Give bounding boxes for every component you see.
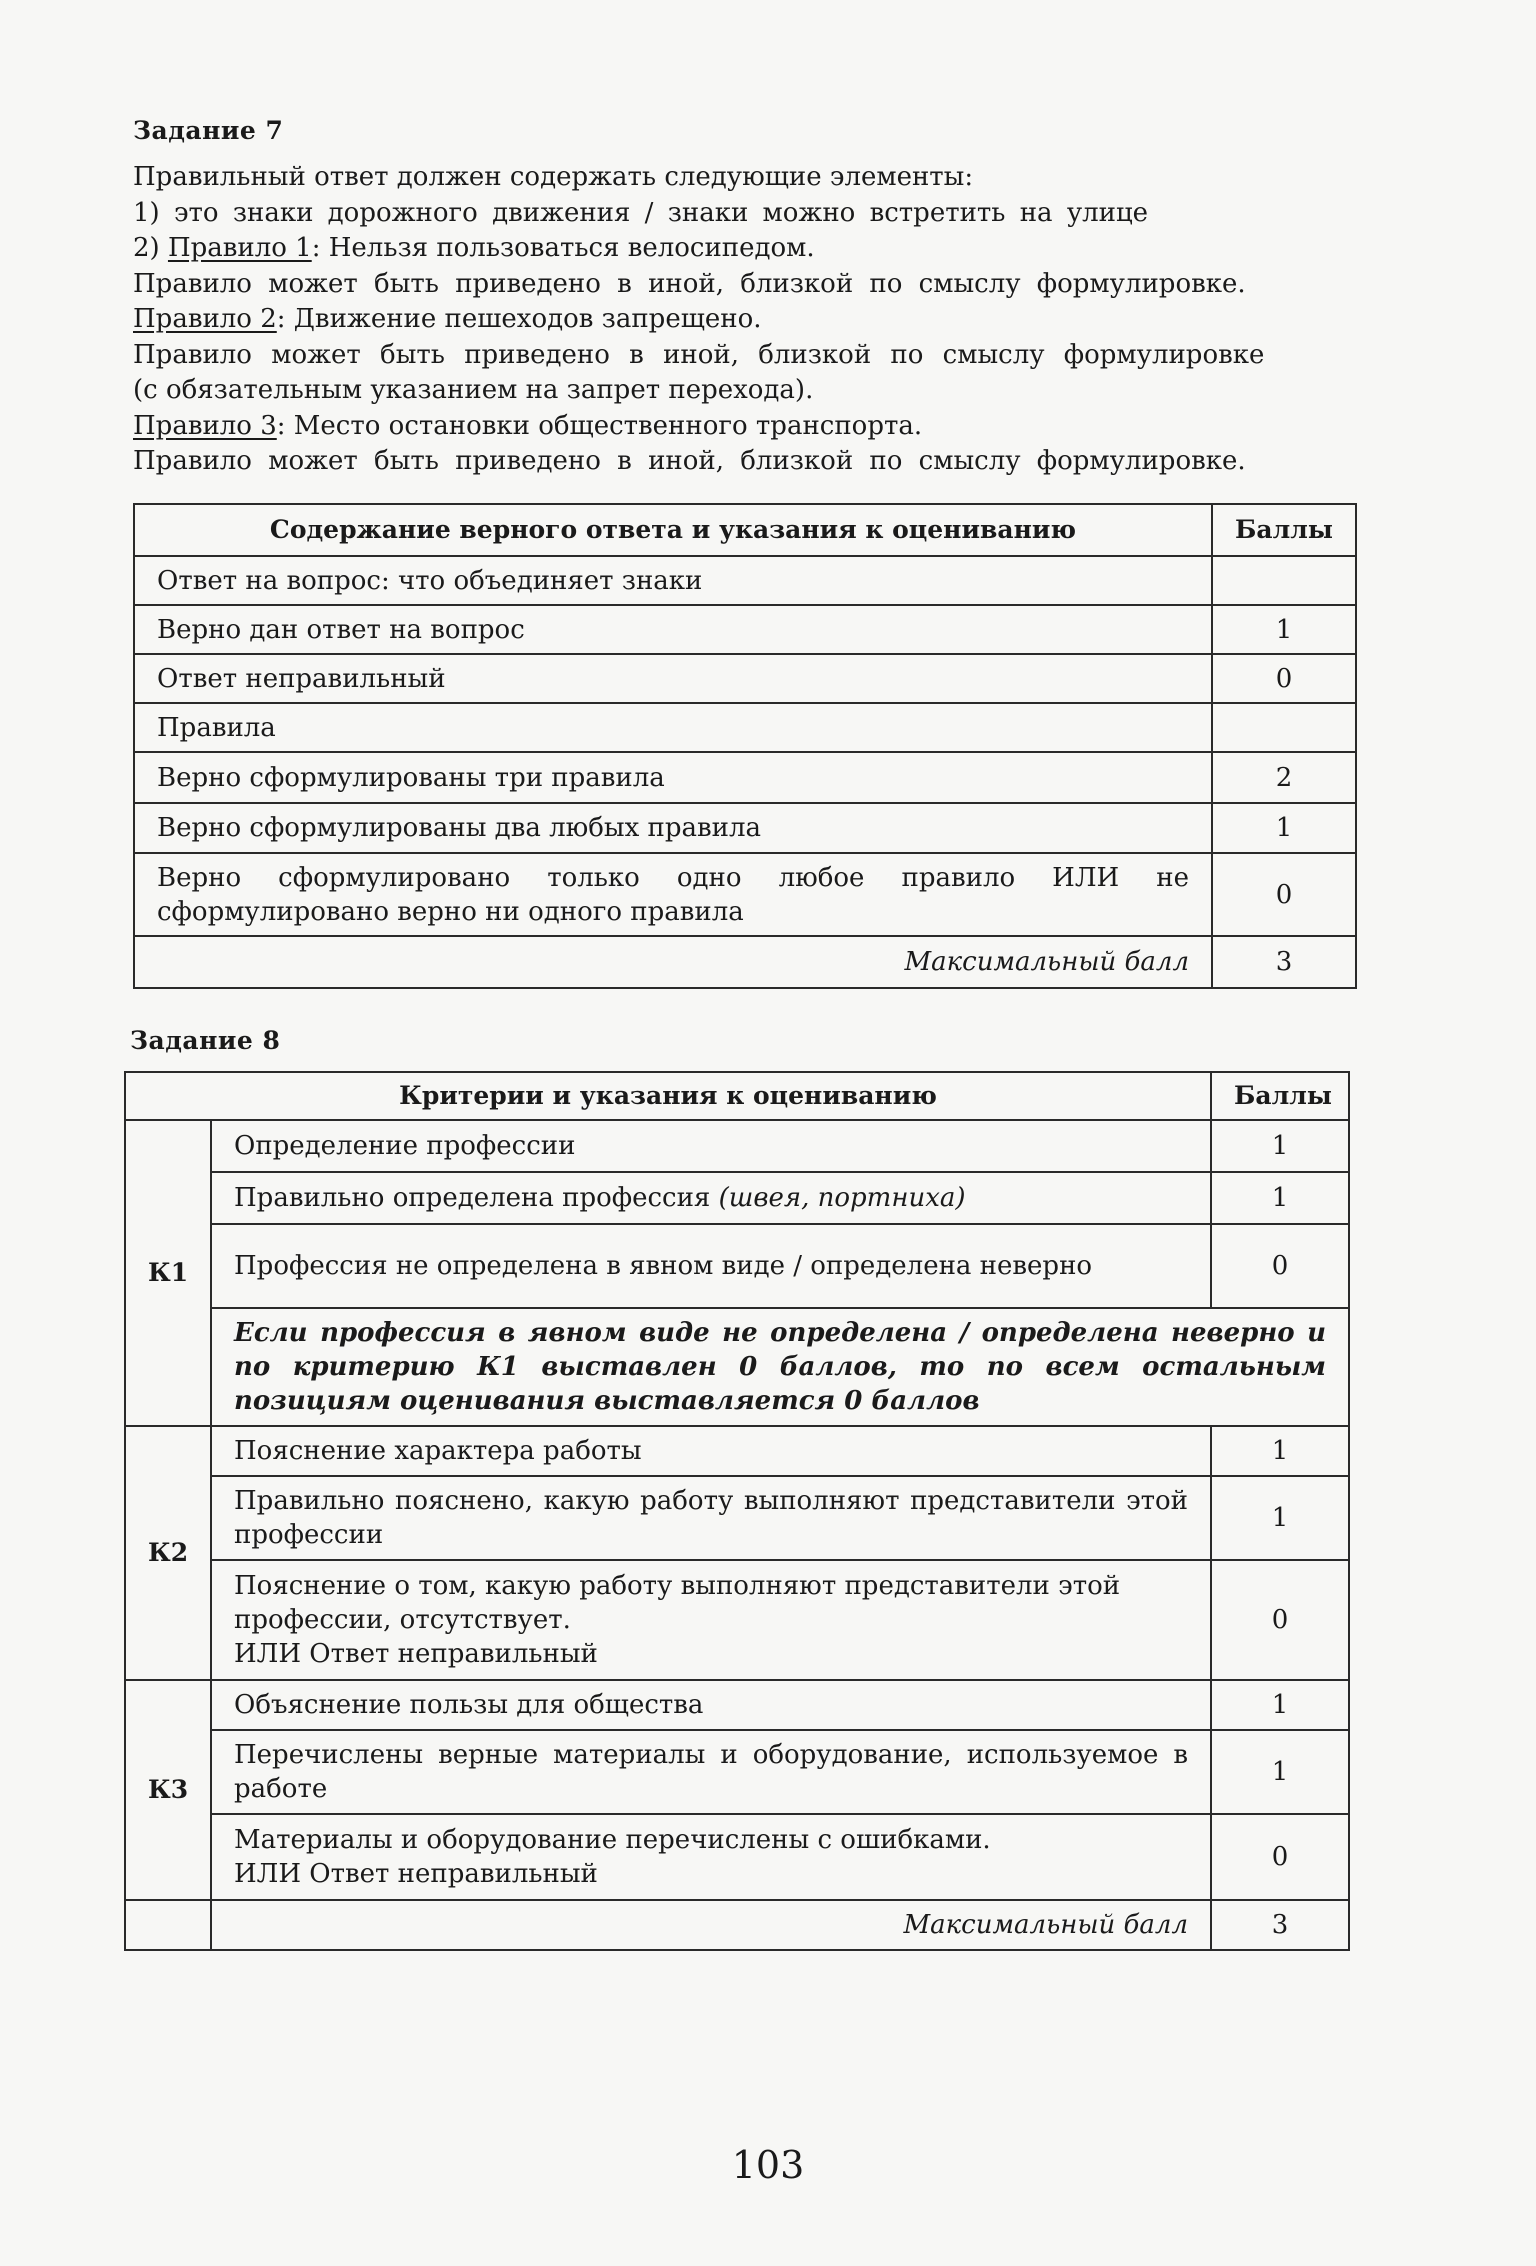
criterion-text: Верно сформулировано только одно любое правило ИЛИ не сформулировано верно ни одного правила	[134, 853, 1212, 936]
empty-cell	[125, 1900, 211, 1950]
criterion-text: Верно сформулированы два любых правила	[134, 803, 1212, 853]
task-8-title: Задание 8	[130, 1026, 281, 1055]
k1-note: Если профессия в явном виде не определена / определена неверно и по критерию К1 выставлен 0 баллов, то по всем остальным позициям оценивания выставляется 0 баллов	[211, 1308, 1349, 1426]
criterion-text: Профессия не определена в явном виде / определена неверно	[211, 1224, 1211, 1308]
criterion-text: Пояснение о том, какую работу выполняют представители этой профессии, отсутствует. ИЛИ Ответ неправильный	[211, 1560, 1211, 1680]
criterion-text: Верно дан ответ на вопрос	[134, 605, 1212, 654]
points-cell: 1	[1211, 1476, 1349, 1560]
criterion-code: К1	[125, 1120, 211, 1426]
task-7-table	[133, 503, 1357, 989]
table-row	[125, 1172, 1349, 1224]
table-row	[134, 654, 1356, 703]
table-row	[125, 1560, 1349, 1680]
table-header-row	[134, 504, 1356, 556]
table-row	[134, 605, 1356, 654]
points-cell	[1212, 556, 1356, 605]
points-cell: 1	[1211, 1172, 1349, 1224]
table-row	[134, 556, 1356, 605]
intro-line: 2) Правило 1 : Нельзя пользоваться велосипедом.	[133, 231, 1343, 267]
task-7-title: Задание 7	[133, 116, 284, 145]
max-score-label: Максимальный балл	[211, 1900, 1211, 1950]
task-7-intro	[133, 160, 1343, 480]
criterion-text: Определение профессии	[211, 1120, 1211, 1172]
points-cell: 0	[1211, 1814, 1349, 1900]
table-row	[125, 1680, 1349, 1730]
points-cell: 0	[1212, 853, 1356, 936]
criterion-code: К2	[125, 1426, 211, 1680]
intro-line: Правило может быть приведено в иной, близкой по смыслу формулировке.	[133, 446, 1246, 476]
points-cell: 1	[1211, 1426, 1349, 1476]
points-cell	[1212, 703, 1356, 752]
intro-line: Правило 2 : Движение пешеходов запрещено.	[133, 302, 1343, 338]
task-8-table	[124, 1071, 1350, 1951]
intro-line: Правильный ответ должен содержать следующие элементы:	[133, 162, 974, 192]
criterion-text: Ответ неправильный	[134, 654, 1212, 703]
table-row	[134, 803, 1356, 853]
points-cell: 0	[1211, 1560, 1349, 1680]
intro-line: 1) это знаки дорожного движения / знаки можно встретить на улице	[133, 197, 1149, 228]
points-cell: 1	[1212, 803, 1356, 853]
criterion-text: Правильно определена профессия (швея, портниха)	[211, 1172, 1211, 1224]
table-row	[125, 1426, 1349, 1476]
criterion-text: Материалы и оборудование перечислены с ошибками. ИЛИ Ответ неправильный	[211, 1814, 1211, 1900]
criterion-text: Перечислены верные материалы и оборудование, используемое в работе	[211, 1730, 1211, 1814]
points-cell: 1	[1211, 1730, 1349, 1814]
page-number: 103	[731, 2143, 805, 2187]
intro-line: Правило может быть приведено в иной, близкой по смыслу формулировке	[133, 339, 1265, 370]
max-score-row	[125, 1900, 1349, 1950]
rule-3-label: Правило 3	[133, 410, 277, 441]
criterion-text: Верно сформулированы три правила	[134, 752, 1212, 803]
max-score-value: 3	[1212, 936, 1356, 988]
table-row	[134, 752, 1356, 803]
points-cell: 0	[1212, 654, 1356, 703]
intro-line: (с обязательным указанием на запрет перехода).	[133, 375, 814, 405]
header-content: Содержание верного ответа и указания к оцениванию	[134, 504, 1212, 556]
criterion-text: Ответ на вопрос: что объединяет знаки	[134, 556, 1212, 605]
points-cell: 2	[1212, 752, 1356, 803]
criterion-text: Правильно пояснено, какую работу выполняют представители этой профессии	[211, 1476, 1211, 1560]
intro-line: Правило 3 : Место остановки общественного транспорта.	[133, 409, 1343, 445]
rule-1-label: Правило 1	[167, 233, 312, 263]
max-score-value: 3	[1211, 1900, 1349, 1950]
header-points: Баллы	[1211, 1072, 1349, 1120]
table-row	[125, 1224, 1349, 1308]
points-cell: 1	[1211, 1680, 1349, 1730]
points-cell: 1	[1212, 605, 1356, 654]
table-row	[125, 1730, 1349, 1814]
header-points: Баллы	[1212, 504, 1356, 556]
table-row	[125, 1120, 1349, 1172]
criterion-text: Объяснение пользы для общества	[211, 1680, 1211, 1730]
intro-line: Правило может быть приведено в иной, близкой по смыслу формулировке.	[133, 268, 1246, 299]
k1-note-row	[125, 1308, 1349, 1426]
criterion-code: К3	[125, 1680, 211, 1900]
points-cell: 0	[1211, 1224, 1349, 1308]
criterion-text: Пояснение характера работы	[211, 1426, 1211, 1476]
criterion-text: Правила	[134, 703, 1212, 752]
table-row	[125, 1814, 1349, 1900]
max-score-row	[134, 936, 1356, 988]
table-header-row	[125, 1072, 1349, 1120]
table-row	[125, 1476, 1349, 1560]
header-content: Критерии и указания к оцениванию	[125, 1072, 1211, 1120]
points-cell: 1	[1211, 1120, 1349, 1172]
table-row	[134, 703, 1356, 752]
rule-2-label: Правило 2	[133, 304, 277, 334]
max-score-label: Максимальный балл	[134, 936, 1212, 988]
table-row	[134, 853, 1356, 936]
